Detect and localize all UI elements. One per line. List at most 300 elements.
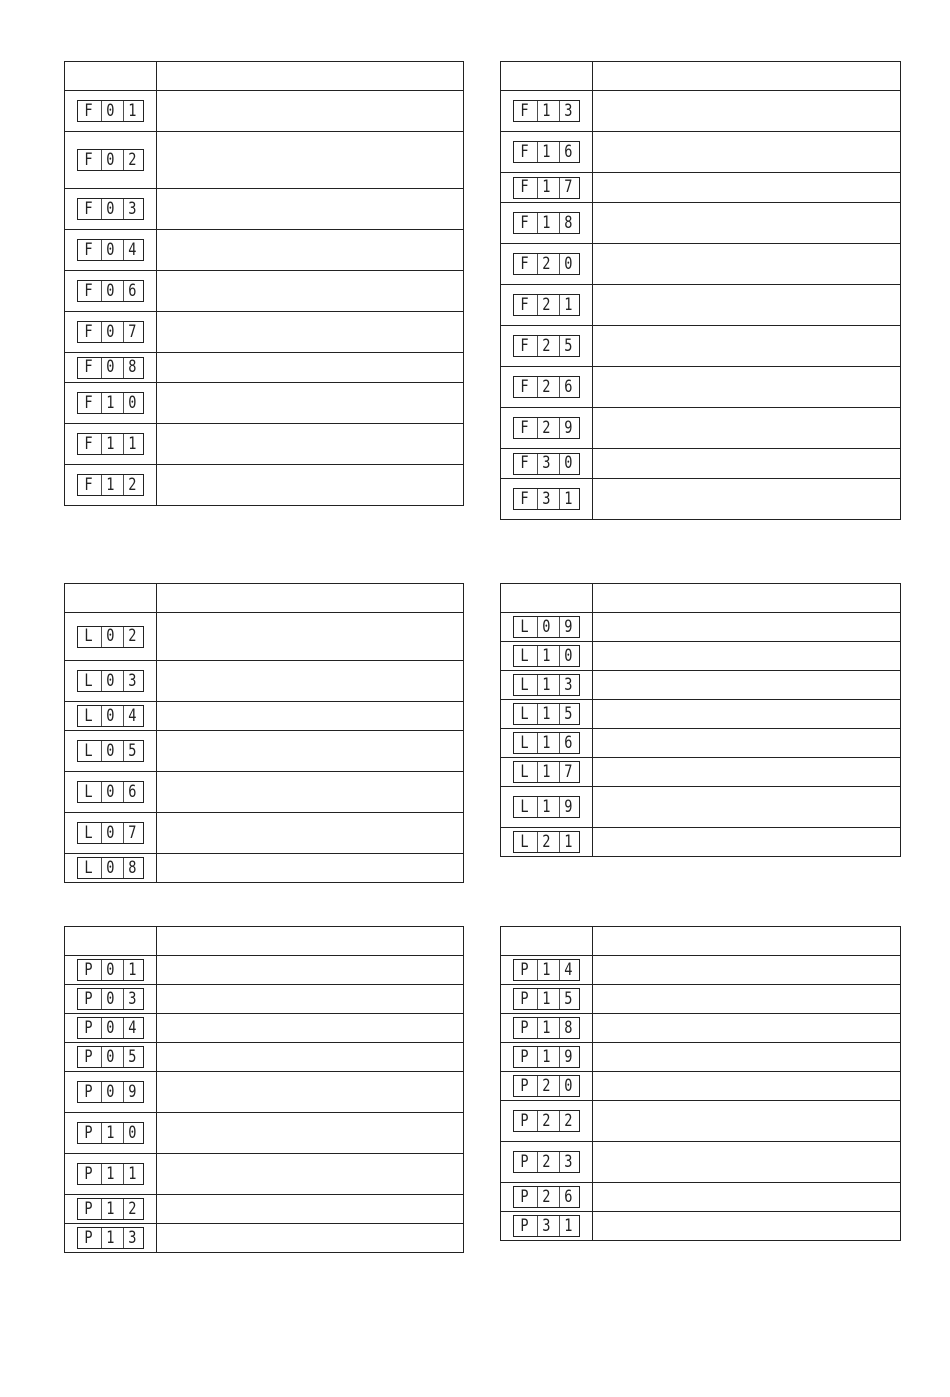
segment-digit: 9 [123,1082,141,1102]
segment-display [77,100,144,122]
segment-digit: 2 [537,1111,555,1131]
table-row [501,700,901,729]
segment-digit: P [520,1075,529,1096]
code-cell [501,1142,593,1183]
description-cell [157,91,464,132]
segment-digit: 0 [101,960,119,980]
code-cell [65,613,157,661]
segment-display [513,674,580,696]
segment-digit: 6 [559,377,577,397]
code-cell [501,1043,593,1072]
segment-digit: L [84,740,93,761]
segment-digit: F [84,100,93,121]
segment-digit: 7 [123,322,141,342]
code-cell [501,729,593,758]
segment-digit: 2 [537,336,555,356]
segment-display [513,1075,580,1097]
table-row [501,244,901,285]
segment-digit: P [520,1151,529,1172]
table-row [501,787,901,828]
segment-digit: 2 [123,1199,141,1219]
code-cell [501,1101,593,1142]
segment-display [513,732,580,754]
description-cell [157,731,464,772]
description-cell [593,1183,901,1212]
segment-digit: 4 [123,240,141,260]
segment-digit: P [520,1046,529,1067]
segment-digit: 0 [101,627,119,647]
segment-display [513,294,580,316]
table-header-row [501,584,901,613]
table-row [65,702,464,731]
code-cell [65,1224,157,1253]
code-cell [501,132,593,173]
segment-display [513,141,580,163]
segment-digit: 1 [123,101,141,121]
segment-display [513,1215,580,1237]
description-cell [593,700,901,729]
description-cell [593,326,901,367]
code-cell [501,787,593,828]
description-cell [593,671,901,700]
segment-display [513,453,580,475]
segment-digit: 9 [559,418,577,438]
code-cell [501,479,593,520]
segment-digit: 1 [123,434,141,454]
segment-digit: 3 [537,489,555,509]
segment-digit: 1 [101,1164,119,1184]
segment-digit: F [520,453,529,473]
description-cell [157,1195,464,1224]
segment-digit: 1 [101,393,119,413]
description-cell [593,729,901,758]
segment-digit: 4 [123,1018,141,1038]
header-description-cell [157,62,464,91]
description-cell [157,230,464,271]
table-row [65,91,464,132]
segment-display [77,321,144,343]
table-row [501,1101,901,1142]
code-cell [501,642,593,671]
segment-digit: 1 [101,1228,119,1248]
table-row [501,1142,901,1183]
segment-digit: 2 [559,1111,577,1131]
segment-digit: 1 [537,1018,555,1038]
description-cell [157,353,464,383]
segment-digit: 8 [123,858,141,878]
segment-digit: 1 [537,646,555,666]
segment-digit: 5 [123,741,141,761]
description-cell [157,772,464,813]
code-cell [501,244,593,285]
segment-digit: L [520,761,529,782]
table-row [65,312,464,353]
code-cell [501,828,593,857]
code-cell [501,700,593,729]
segment-display [513,796,580,818]
header-description-cell [593,584,901,613]
segment-display [513,417,580,439]
segment-digit: 4 [123,706,141,726]
segment-digit: 1 [559,489,577,509]
description-cell [157,1224,464,1253]
segment-digit: 0 [559,254,577,274]
segment-digit: 5 [559,989,577,1009]
segment-digit: 2 [537,1076,555,1096]
segment-display [513,376,580,398]
segment-digit: 0 [101,322,119,342]
table-row [65,613,464,661]
table-row [65,1195,464,1224]
segment-display [513,959,580,981]
segment-digit: 3 [123,1228,141,1248]
table-row [65,731,464,772]
segment-display [513,645,580,667]
code-cell [65,91,157,132]
segment-digit: 6 [559,142,577,162]
description-cell [157,424,464,465]
code-cell [501,758,593,787]
table-row [65,1072,464,1113]
description-cell [593,91,901,132]
code-cell [501,449,593,479]
segment-display [77,857,144,879]
table-row [65,1154,464,1195]
description-cell [157,956,464,985]
code-cell [65,702,157,731]
segment-digit: 3 [559,1152,577,1172]
segment-digit: F [520,177,529,197]
description-cell [157,271,464,312]
table-row [501,91,901,132]
table-row [65,383,464,424]
segment-digit: P [84,1081,93,1102]
table-row [65,956,464,985]
code-cell [65,312,157,353]
code-cell [65,1043,157,1072]
segment-digit: L [520,831,529,852]
segment-digit: 1 [537,1047,555,1067]
segment-digit: 1 [537,178,555,198]
segment-digit: 7 [559,178,577,198]
segment-display [513,1046,580,1068]
segment-digit: F [520,376,529,397]
segment-digit: 1 [123,960,141,980]
description-cell [593,758,901,787]
description-cell [593,408,901,449]
segment-digit: 0 [101,1082,119,1102]
segment-digit: 0 [101,782,119,802]
description-cell [593,449,901,479]
segment-display [77,1227,144,1249]
description-cell [593,1014,901,1043]
table-row [65,854,464,883]
segment-digit: 9 [559,797,577,817]
segment-digit: 0 [559,454,577,474]
segment-digit: 8 [559,1018,577,1038]
segment-digit: 2 [537,418,555,438]
segment-digit: 1 [537,142,555,162]
table-row [65,813,464,854]
code-cell [501,367,593,408]
segment-digit: 0 [101,150,119,170]
segment-digit: P [84,1198,93,1219]
segment-digit: 1 [101,475,119,495]
code-cell [65,1113,157,1154]
description-cell [157,613,464,661]
segment-digit: 6 [123,782,141,802]
segment-digit: P [520,959,529,980]
segment-digit: P [84,1046,93,1067]
segment-display [77,198,144,220]
error-code-table [500,926,901,1241]
table-row [65,271,464,312]
segment-digit: P [520,1186,529,1207]
segment-display [513,703,580,725]
segment-digit: 3 [123,671,141,691]
table-row [501,1183,901,1212]
segment-digit: F [520,335,529,356]
header-code-cell [501,62,593,91]
description-cell [157,854,464,883]
table-row [501,758,901,787]
segment-digit: L [84,822,93,843]
segment-digit: 2 [123,475,141,495]
segment-digit: L [84,705,93,726]
description-cell [593,985,901,1014]
segment-digit: F [520,100,529,121]
table-row [501,285,901,326]
segment-digit: L [520,616,529,637]
segment-digit: F [84,392,93,413]
table-row [501,828,901,857]
description-cell [157,1113,464,1154]
table-row [501,408,901,449]
segment-digit: 1 [537,213,555,233]
table-row [501,367,901,408]
code-cell [501,1072,593,1101]
segment-digit: 2 [123,150,141,170]
segment-display [77,149,144,171]
segment-digit: 1 [537,675,555,695]
code-cell [65,985,157,1014]
description-cell [157,1043,464,1072]
code-cell [65,189,157,230]
segment-display [513,212,580,234]
description-cell [593,642,901,671]
segment-digit: 0 [101,240,119,260]
segment-digit: 0 [101,858,119,878]
segment-display [77,781,144,803]
code-cell [501,671,593,700]
table-row [501,729,901,758]
description-cell [157,132,464,189]
description-cell [593,1142,901,1183]
code-cell [65,854,157,883]
segment-digit: L [520,703,529,724]
segment-digit: P [84,1163,93,1184]
segment-display [77,705,144,727]
segment-digit: 5 [559,704,577,724]
description-cell [157,813,464,854]
code-cell [65,424,157,465]
segment-digit: L [520,796,529,817]
code-cell [65,465,157,506]
segment-display [77,1081,144,1103]
description-cell [593,1072,901,1101]
table-row [501,1072,901,1101]
code-cell [65,1014,157,1043]
segment-display [77,626,144,648]
error-code-table [64,926,464,1253]
header-description-cell [157,584,464,613]
code-cell [65,813,157,854]
segment-digit: P [520,988,529,1009]
code-cell [501,1014,593,1043]
segment-digit: 3 [537,1216,555,1236]
table-row [65,230,464,271]
segment-digit: L [84,781,93,802]
segment-digit: 7 [559,762,577,782]
segment-display [77,1017,144,1039]
code-cell [501,985,593,1014]
description-cell [157,383,464,424]
segment-display [513,1017,580,1039]
segment-digit: P [84,1017,93,1038]
segment-display [77,280,144,302]
segment-digit: 1 [537,704,555,724]
segment-digit: L [520,645,529,666]
segment-digit: 0 [101,101,119,121]
segment-digit: 0 [101,706,119,726]
code-cell [65,661,157,702]
description-cell [157,189,464,230]
segment-digit: 4 [559,960,577,980]
code-cell [65,353,157,383]
segment-digit: 2 [123,627,141,647]
segment-digit: F [520,212,529,233]
segment-digit: P [84,1227,93,1248]
header-description-cell [593,927,901,956]
table-row [501,985,901,1014]
segment-digit: 0 [101,1018,119,1038]
segment-digit: 0 [123,1123,141,1143]
segment-digit: 6 [559,1187,577,1207]
segment-digit: 5 [559,336,577,356]
header-description-cell [593,62,901,91]
description-cell [593,828,901,857]
segment-display [77,357,144,379]
table-row [65,132,464,189]
code-cell [501,956,593,985]
segment-digit: 0 [559,1076,577,1096]
segment-digit: 1 [559,295,577,315]
segment-digit: F [520,294,529,315]
description-cell [593,367,901,408]
segment-digit: F [84,474,93,495]
segment-digit: 0 [101,281,119,301]
description-cell [157,465,464,506]
table-row [65,353,464,383]
code-cell [501,1183,593,1212]
segment-digit: L [520,674,529,695]
segment-digit: P [520,1110,529,1131]
segment-digit: F [84,239,93,260]
description-cell [593,1212,901,1241]
segment-digit: 2 [537,377,555,397]
error-code-table [500,61,901,520]
description-cell [157,661,464,702]
description-cell [157,1154,464,1195]
code-cell [501,613,593,642]
table-row [65,1113,464,1154]
segment-digit: 0 [101,823,119,843]
segment-digit: 1 [537,960,555,980]
segment-digit: P [520,1017,529,1038]
table-row [501,1043,901,1072]
table-row [501,449,901,479]
segment-digit: 3 [123,199,141,219]
header-code-cell [65,927,157,956]
code-cell [501,91,593,132]
segment-display [513,831,580,853]
segment-digit: F [520,417,529,438]
table-header-row [65,927,464,956]
segment-digit: 9 [559,1047,577,1067]
description-cell [593,479,901,520]
code-cell [65,383,157,424]
segment-digit: 1 [537,989,555,1009]
segment-display [77,988,144,1010]
segment-digit: L [520,732,529,753]
segment-digit: 3 [537,454,555,474]
code-cell [65,271,157,312]
table-row [501,1014,901,1043]
segment-digit: 0 [101,1047,119,1067]
code-cell [65,1195,157,1224]
segment-digit: 1 [537,733,555,753]
description-cell [593,132,901,173]
segment-digit: 8 [123,358,141,378]
segment-digit: 2 [537,832,555,852]
segment-display [513,1186,580,1208]
table-header-row [65,584,464,613]
description-cell [157,702,464,731]
segment-digit: 0 [101,671,119,691]
table-row [501,671,901,700]
segment-digit: F [520,141,529,162]
segment-digit: 2 [537,1187,555,1207]
description-cell [593,173,901,203]
segment-display [513,761,580,783]
segment-digit: 1 [123,1164,141,1184]
segment-display [513,988,580,1010]
segment-digit: 7 [123,823,141,843]
code-cell [65,1154,157,1195]
segment-digit: L [84,670,93,691]
segment-display [513,177,580,199]
description-cell [593,956,901,985]
table-header-row [501,62,901,91]
segment-display [77,239,144,261]
segment-digit: 2 [537,254,555,274]
segment-display [513,100,580,122]
header-code-cell [501,584,593,613]
segment-digit: 5 [123,1047,141,1067]
segment-digit: 1 [559,832,577,852]
table-row [501,1212,901,1241]
segment-digit: 0 [101,741,119,761]
